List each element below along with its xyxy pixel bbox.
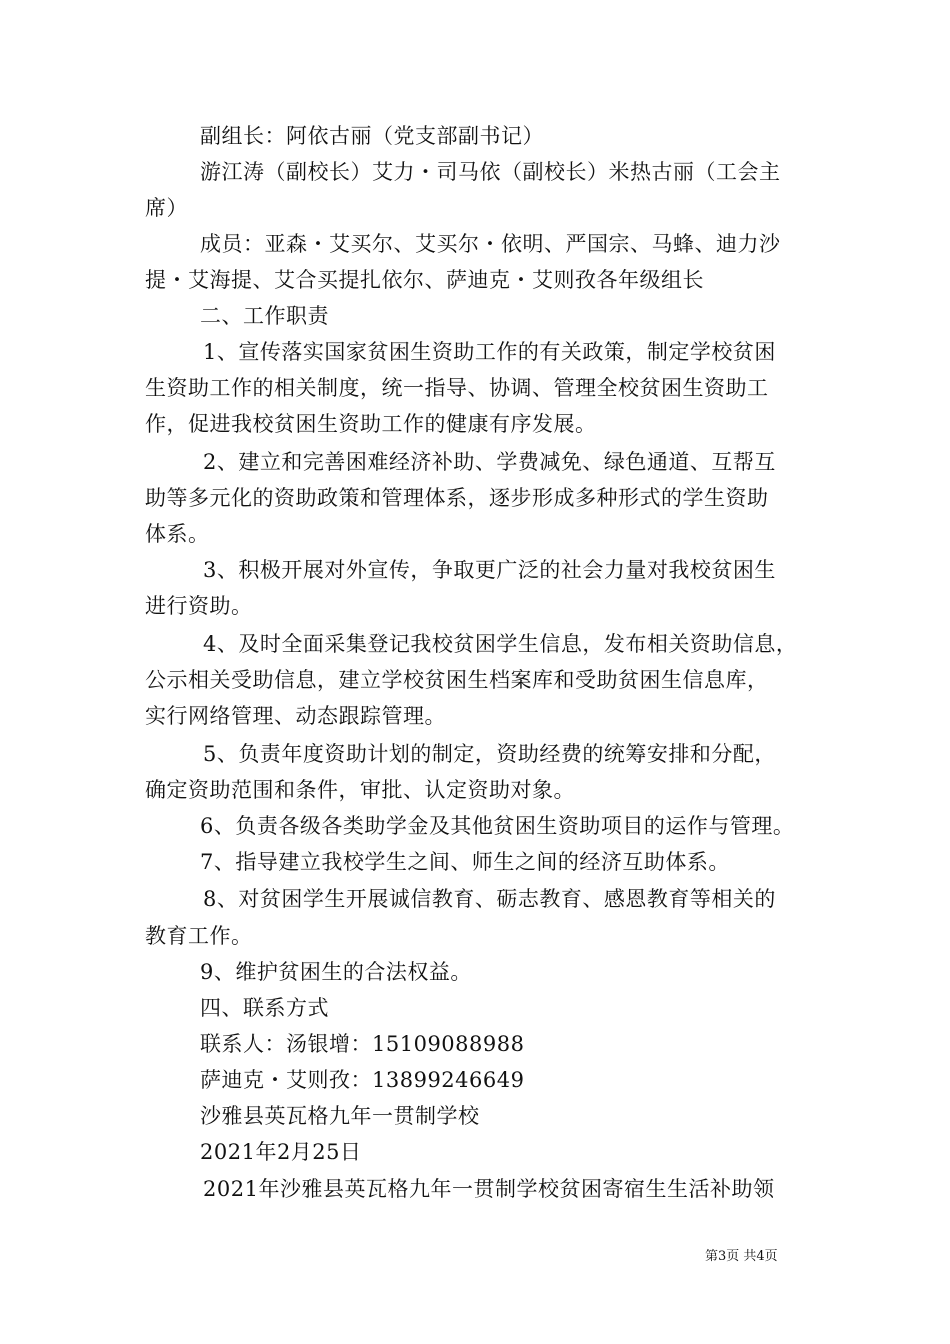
text-line: 7、指导建立我校学生之间、师生之间的经济互助体系。	[200, 850, 730, 874]
text-line: 确定资助范围和条件，审批、认定资助对象。	[145, 778, 575, 802]
text-line: 席）	[145, 196, 188, 220]
text-line: 进行资助。	[145, 594, 253, 618]
text-line: 生资助工作的相关制度，统一指导、协调、管理全校贫困生资助工	[145, 376, 769, 400]
text-line: 成员：亚森・艾买尔、艾买尔・依明、严国宗、马蜂、迪力沙	[200, 232, 781, 256]
text-line: 副组长：阿依古丽（党支部副书记）	[200, 124, 544, 148]
text-line: 8、对贫困学生开展诚信教育、砺志教育、感恩教育等相关的	[203, 887, 776, 911]
text-line: 游江涛（副校长）艾力・司马依（副校长）米热古丽（工会主	[200, 160, 781, 184]
text-line: 2、建立和完善困难经济补助、学费减免、绿色通道、互帮互	[203, 450, 776, 474]
text-line: 3、积极开展对外宣传，争取更广泛的社会力量对我校贫困生	[203, 558, 776, 582]
text-line: 公示相关受助信息，建立学校贫困生档案库和受助贫困生信息库，	[145, 668, 769, 692]
school-name: 沙雅县英瓦格九年一贯制学校	[200, 1104, 480, 1128]
text-line: 提・艾海提、艾合买提扎依尔、萨迪克・艾则孜各年级组长	[145, 268, 704, 292]
next-title-line: 2021年沙雅县英瓦格九年一贯制学校贫困寄宿生生活补助领	[203, 1177, 775, 1201]
text-line: 4、及时全面采集登记我校贫困学生信息，发布相关资助信息，	[203, 632, 798, 656]
text-line: 实行网络管理、动态跟踪管理。	[145, 704, 446, 728]
text-line: 助等多元化的资助政策和管理体系，逐步形成多种形式的学生资助	[145, 486, 769, 510]
document-date: 2021年2月25日	[200, 1140, 362, 1164]
text-line: 体系。	[145, 522, 210, 546]
text-line: 9、维护贫困生的合法权益。	[200, 960, 472, 984]
text-line: 作，促进我校贫困生资助工作的健康有序发展。	[145, 412, 597, 436]
text-line: 教育工作。	[145, 924, 253, 948]
text-line: 1、宣传落实国家贫困生资助工作的有关政策，制定学校贫困	[203, 340, 776, 364]
section-heading: 四、联系方式	[200, 996, 329, 1020]
text-line: 5、负责年度资助计划的制定，资助经费的统筹安排和分配，	[203, 742, 776, 766]
contact-line: 萨迪克・艾则孜：13899246649	[200, 1068, 525, 1092]
text-line: 6、负责各级各类助学金及其他贫困生资助项目的运作与管理。	[200, 814, 795, 838]
page-number: 第3页 共4页	[705, 1249, 778, 1264]
contact-line: 联系人：汤银增：15109088988	[200, 1032, 525, 1056]
section-heading: 二、工作职责	[200, 304, 329, 328]
